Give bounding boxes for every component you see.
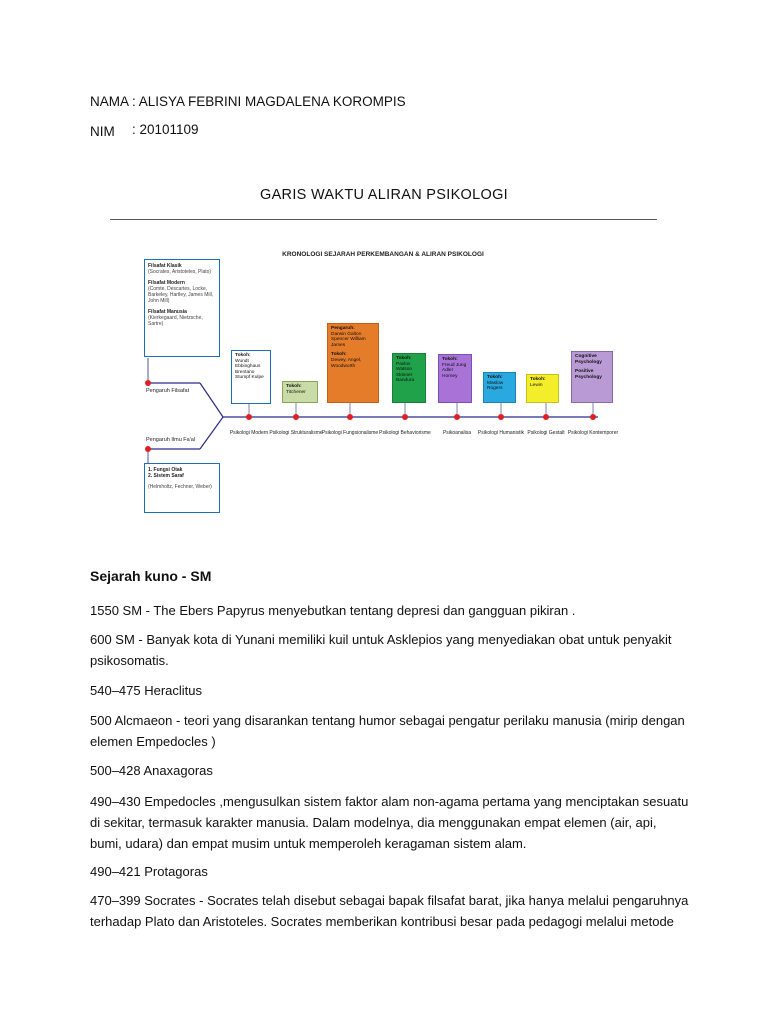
school-card <box>571 351 613 403</box>
physiology-item-2: 2. Sistem Saraf <box>148 473 184 479</box>
timeline-node-label: Psikologi Modern <box>229 430 269 436</box>
branch-filsafat: Pengaruh Filsafat <box>146 388 190 394</box>
physiology-box <box>144 463 220 513</box>
timeline-node-dot <box>454 414 460 420</box>
paragraph: 500 Alcmaeon - teori yang disarankan tentang humor sebagai pengatur perilaku manusia (mirip dengan elemen Empedocles ) <box>90 713 685 749</box>
timeline-node-label: Psikologi Fungsionalisme <box>321 430 379 436</box>
modern-sub: (Comte, Descartes, Locke, Barkeley, Hartley, James Mill, John Mill) <box>148 286 214 304</box>
timeline-node-label: Psikologi Behaviorisme <box>379 430 431 436</box>
nim-value: : 20101109 <box>132 122 199 137</box>
manusia-head: Filsafat Manusia <box>148 309 187 315</box>
figure-title: KRONOLOGI SEJARAH PERKEMBANGAN & ALIRAN PSIKOLOGI <box>282 251 484 258</box>
school-card <box>282 381 318 403</box>
school-card <box>231 350 271 404</box>
klasik-head: Filsafat Klasik <box>148 263 182 269</box>
timeline-node-dot <box>402 414 408 420</box>
timeline-node-dot <box>590 414 596 420</box>
school-card <box>327 323 379 403</box>
paragraph: 470–399 Socrates - Socrates telah disebut sebagai bapak filsafat barat, jika hanya melalui pengaruhnya terhadap Plato dan Aristoteles. Socrates memberikan kontribusi besar pada pedagogi melalui metode <box>90 893 689 929</box>
physiology-item-1: 1. Fungsi Otak <box>148 467 183 473</box>
school-card-head2: Tokoh: <box>331 352 347 358</box>
paragraph: 1550 SM - The Ebers Papyrus menyebutkan tentang depresi dan gangguan pikiran . <box>90 603 576 618</box>
school-card-head2: Positive Psychology <box>575 369 602 380</box>
school-card-head: Tokoh: <box>286 384 302 389</box>
philosophy-box <box>144 259 220 357</box>
school-card <box>438 354 472 403</box>
school-card <box>392 353 426 403</box>
timeline-node-dot <box>498 414 504 420</box>
timeline-node-dot <box>246 414 252 420</box>
nim-label: NIM <box>90 124 115 139</box>
school-card-body: Freud Jung Adler Horney <box>442 362 467 379</box>
timeline-figure <box>110 223 656 553</box>
paragraph: 500–428 Anaxagoras <box>90 763 213 778</box>
school-card-body: Titchener <box>286 389 306 395</box>
school-card <box>483 372 516 403</box>
paragraph: 540–475 Heraclitus <box>90 683 203 698</box>
manusia-sub: (Kierkegaard, Nietzsche, Sartre) <box>148 315 203 327</box>
school-card-body: Lewin <box>530 382 543 388</box>
school-card-head: Cognitive Psychology <box>575 354 602 365</box>
timeline-node-label: Psikologi Kontemporer <box>567 430 619 436</box>
student-name: NAMA : ALISYA FEBRINI MAGDALENA KOROMPIS <box>90 94 406 109</box>
timeline-node-dot <box>543 414 549 420</box>
school-card-body: Darwin Galton Spencer William James <box>331 331 366 348</box>
timeline-node-dot <box>293 414 299 420</box>
paragraph: 490–430 Empedocles ,mengusulkan sistem faktor alam non-agama pertama yang menciptakan sesuatu di sekitar, termasuk karakter manusia. Dalam modelnya, dia menggunakan empat elemen (air, api, bumi, udara) dan empat musim untuk memperoleh keragaman sistem alam. <box>90 794 689 851</box>
branch-ilmu-faal: Pengaruh Ilmu Fa'al <box>146 437 196 443</box>
school-card-body: Maslow Rogers <box>487 380 504 392</box>
klasik-sub: (Socrates, Aristoteles, Plato) <box>148 269 212 275</box>
paragraph: 600 SM - Banyak kota di Yunani memiliki kuil untuk Asklepios yang menyediakan obat untuk penyakit psikosomatis. <box>90 632 672 668</box>
school-card-body2: Dewey, Angel, Woodworth <box>331 357 362 369</box>
school-card-head: Tokoh: <box>235 353 251 358</box>
section-heading: Sejarah kuno - SM <box>90 568 212 584</box>
school-card-head: Tokoh: <box>396 356 412 361</box>
school-card-head: Tokoh: <box>442 357 458 362</box>
school-card-body: Pavlov Watson Skinner Bandura <box>396 361 415 384</box>
school-card-head: Pengaruh: <box>331 326 355 331</box>
page-title: GARIS WAKTU ALIRAN PSIKOLOGI <box>260 187 508 203</box>
school-card-head: Tokoh: <box>487 375 503 380</box>
timeline-node-label: Psikologi Strukturalisme <box>269 430 323 436</box>
school-card-head: Tokoh: <box>530 377 546 382</box>
paragraph: 490–421 Protagoras <box>90 864 208 879</box>
school-card <box>526 374 559 403</box>
timeline-node-dot <box>347 414 353 420</box>
school-card-body: Wundt Ebbinghaus Brentano Stumpf Kulpe <box>235 358 264 381</box>
timeline-node-label: Psikologi Humanistik <box>477 430 525 436</box>
modern-head: Filsafat Modern <box>148 280 185 286</box>
title-divider <box>110 219 657 220</box>
timeline-node-label: Psikologi Gestalt <box>527 430 565 436</box>
physiology-names: (Helmholtz, Fechner, Weber) <box>148 484 212 490</box>
timeline-node-label: Psikoanalisa <box>442 430 472 436</box>
